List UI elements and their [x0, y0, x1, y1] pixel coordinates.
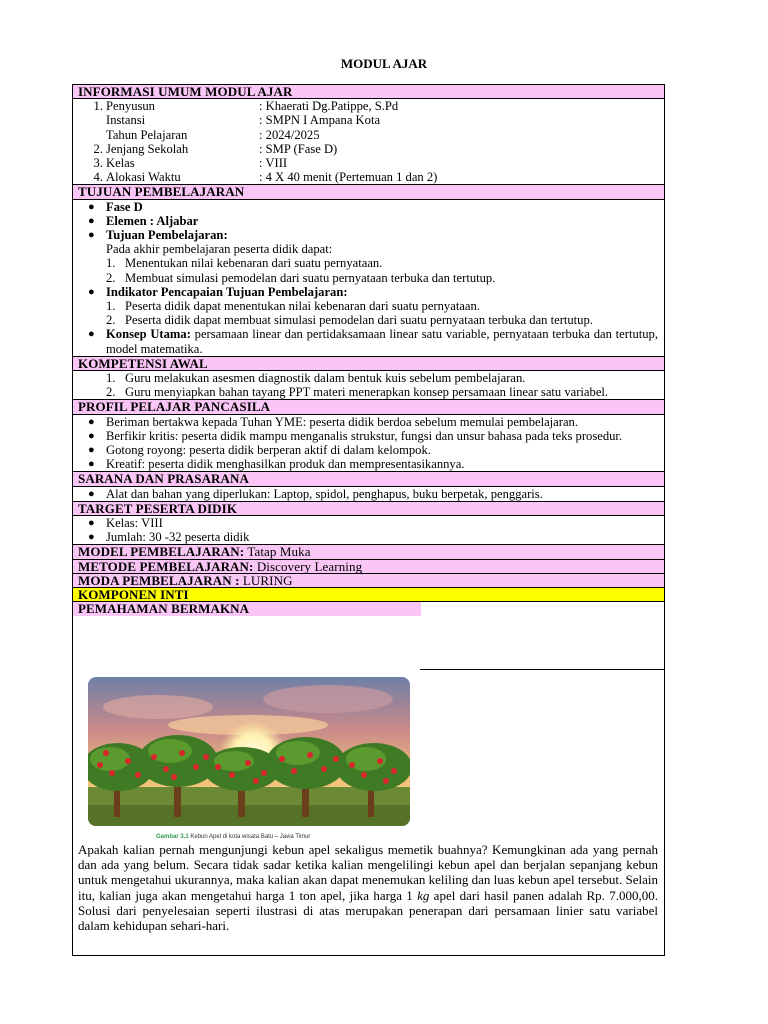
- item-text: Beriman bertakwa kepada Tuhan YME: peserta didik berdoa sebelum memulai pembelajaran.: [106, 414, 579, 429]
- list-item: [73, 385, 664, 399]
- section-header-pemahaman: PEMAHAMAN BERMAKNA: [73, 602, 421, 616]
- item-text: Guru melakukan asesmen diagnostik dalam bentuk kuis sebelum pembelajaran.: [125, 370, 526, 385]
- info-value: : Khaerati Dg.Patippe, S.Pd: [259, 99, 399, 114]
- info-row: [73, 128, 664, 142]
- list-item: [73, 443, 664, 457]
- info-value: : SMP (Fase D): [259, 141, 338, 156]
- list-item: [73, 214, 664, 228]
- list-item: [73, 228, 664, 242]
- pemahaman-paragraph: [78, 842, 658, 933]
- apple-orchard-image: [88, 677, 410, 826]
- info-value: : 4 X 40 menit (Pertemuan 1 dan 2): [259, 170, 438, 185]
- info-row: [73, 170, 664, 184]
- informasi-section: [73, 99, 664, 185]
- list-item: [73, 516, 664, 530]
- list-item: [73, 200, 664, 214]
- target-section: [73, 516, 664, 545]
- list-item: [73, 313, 664, 327]
- paragraph-text: apel dari hasil panen adalah Rp. 7.000,00. Solusi dari penyelesaian seperti ilustrasi di atas merupakan penerapan dari persamaan linier satu variabel dalam kehidupan sehari-hari.: [78, 887, 658, 934]
- info-value: : SMPN I Ampana Kota: [259, 113, 381, 128]
- item-number: 1.: [106, 370, 116, 385]
- caption-number: Gambar 3.1: [156, 834, 189, 840]
- fase-label: Fase D: [106, 199, 143, 214]
- info-row: [73, 113, 664, 127]
- sarana-section: [73, 487, 664, 502]
- info-label: Tahun Pelajaran: [106, 127, 188, 142]
- section-header-tujuan: TUJUAN PEMBELAJARAN: [73, 185, 664, 199]
- info-label: Alokasi Waktu: [106, 170, 181, 185]
- section-header-komponen: KOMPONEN INTI: [73, 588, 664, 602]
- item-text: Peserta didik dapat menentukan nilai kebenaran dari suatu pernyataan.: [125, 298, 480, 313]
- bullet-icon: ●: [88, 458, 95, 471]
- model-row: [73, 545, 664, 559]
- section-header-profil: PROFIL PELAJAR PANCASILA: [73, 400, 664, 414]
- section-header-target: TARGET PESERTA DIDIK: [73, 502, 664, 516]
- bullet-icon: ●: [88, 200, 95, 213]
- list-item: [73, 429, 664, 443]
- info-label: Jenjang Sekolah: [106, 141, 189, 156]
- metode-label: METODE PEMBELAJARAN:: [78, 558, 254, 574]
- metode-row: [73, 560, 664, 574]
- bullet-icon: ●: [88, 214, 95, 227]
- item-text: Guru menyiapkan bahan tayang PPT materi menerapkan konsep persamaan linear satu variabel.: [125, 385, 609, 400]
- model-value: Tatap Muka: [244, 544, 311, 560]
- info-num: 1.: [93, 99, 103, 114]
- orchard-illustration: [88, 677, 410, 826]
- bullet-icon: ●: [88, 443, 95, 456]
- info-label: Kelas: [106, 155, 135, 170]
- section-header-sarana: SARANA DAN PRASARANA: [73, 472, 664, 486]
- info-label: Instansi: [106, 113, 146, 128]
- info-row: [73, 156, 664, 170]
- bullet-icon: ●: [88, 228, 95, 241]
- list-item: [73, 299, 664, 313]
- item-number: 2.: [106, 385, 116, 400]
- tp-label: Tujuan Pembelajaran:: [106, 227, 228, 242]
- item-text: Alat dan bahan yang diperlukan: Laptop, spidol, penghapus, buku berpetak, penggaris.: [106, 486, 543, 501]
- konsep-label: Konsep Utama:: [106, 327, 191, 342]
- section-header-informasi: INFORMASI UMUM MODUL AJAR: [73, 85, 664, 99]
- kompetensi-section: [73, 371, 664, 400]
- paragraph-text: Apakah kalian pernah mengunjungi kebun apel sekaligus memetik buahnya? Kemungkinan ada yang pernah dan ada yang belum. Secara tidak sadar ketika kalian mengelilingi kebun apel dan berjalan sepanjang kebun untuk mengetahui ukurannya, maka kalian akan dapat menemukan keliling dan luas kebun apel tersebut. Selain itu, kalian juga akan mengetahui harga 1 ton apel, jika harga 1: [78, 842, 658, 903]
- item-number: 2.: [106, 313, 116, 328]
- moda-row: [73, 574, 664, 588]
- list-item: [73, 457, 664, 471]
- bullet-icon: ●: [88, 487, 95, 500]
- item-text: Kreatif: peserta didik menghasilkan produk dan mempresentasikannya.: [106, 457, 465, 472]
- section-header-kompetensi: KOMPETENSI AWAL: [73, 357, 664, 371]
- konsep-text: persamaan linear dan pertidaksamaan linear satu variable, pernyataan terbuka dan tertutup, model matematika.: [106, 327, 658, 356]
- list-item: [73, 487, 664, 501]
- moda-label: MODA PEMBELAJARAN :: [78, 572, 240, 588]
- item-number: 1.: [106, 256, 116, 271]
- list-item: [73, 285, 664, 299]
- list-item: [73, 271, 664, 285]
- unit-kg: kg: [417, 887, 430, 903]
- list-item: [73, 415, 664, 429]
- item-text: Jumlah: 30 -32 peserta didik: [106, 530, 250, 545]
- divider: [420, 669, 665, 670]
- elemen-label: Elemen : Aljabar: [106, 213, 199, 228]
- list-item: [73, 530, 664, 544]
- item-number: 1.: [106, 298, 116, 313]
- info-row: [73, 99, 664, 113]
- item-text: Menentukan nilai kebenaran dari suatu pernyataan.: [125, 256, 383, 271]
- item-number: 2.: [106, 270, 116, 285]
- bullet-icon: ●: [88, 531, 95, 544]
- metode-value: Discovery Learning: [253, 558, 363, 574]
- info-num: 2.: [93, 141, 103, 156]
- info-value: : VIII: [259, 155, 288, 170]
- profil-section: [73, 415, 664, 473]
- moda-value: LURING: [239, 572, 293, 588]
- document-title: MODUL AJAR: [340, 56, 428, 71]
- info-num: 3.: [93, 155, 103, 170]
- item-text: Peserta didik dapat membuat simulasi pemodelan dari suatu pernyataan terbuka dan tertutup.: [125, 313, 593, 328]
- item-text: Berfikir kritis: peserta didik mampu menganalis strukstur, fungsi dan unsur bahasa pada teks prosedur.: [106, 428, 623, 443]
- item-text: Membuat simulasi pemodelan dari suatu pernyataan terbuka dan tertutup.: [125, 270, 496, 285]
- info-row: [73, 142, 664, 156]
- bullet-icon: ●: [88, 516, 95, 529]
- item-text: Gotong royong: peserta didik berperan aktif di dalam kelompok.: [106, 442, 431, 457]
- caption-text: Kebun Apel di kota wisata Batu – Jawa Timur: [188, 834, 311, 840]
- info-num: 4.: [93, 170, 103, 185]
- bullet-icon: ●: [88, 328, 95, 341]
- tp-intro: Pada akhir pembelajaran peserta didik dapat:: [106, 242, 333, 257]
- indikator-label: Indikator Pencapaian Tujuan Pembelajaran:: [106, 284, 348, 299]
- model-label: MODEL PEMBELAJARAN:: [78, 544, 245, 560]
- bullet-icon: ●: [88, 429, 95, 442]
- item-text: Kelas: VIII: [106, 515, 163, 530]
- list-item: [73, 256, 664, 270]
- bullet-icon: ●: [88, 415, 95, 428]
- info-value: : 2024/2025: [259, 127, 320, 142]
- info-label: Penyusun: [106, 99, 155, 114]
- tujuan-section: [73, 200, 664, 357]
- list-item: [73, 371, 664, 385]
- bullet-icon: ●: [88, 285, 95, 298]
- list-item: [73, 327, 664, 355]
